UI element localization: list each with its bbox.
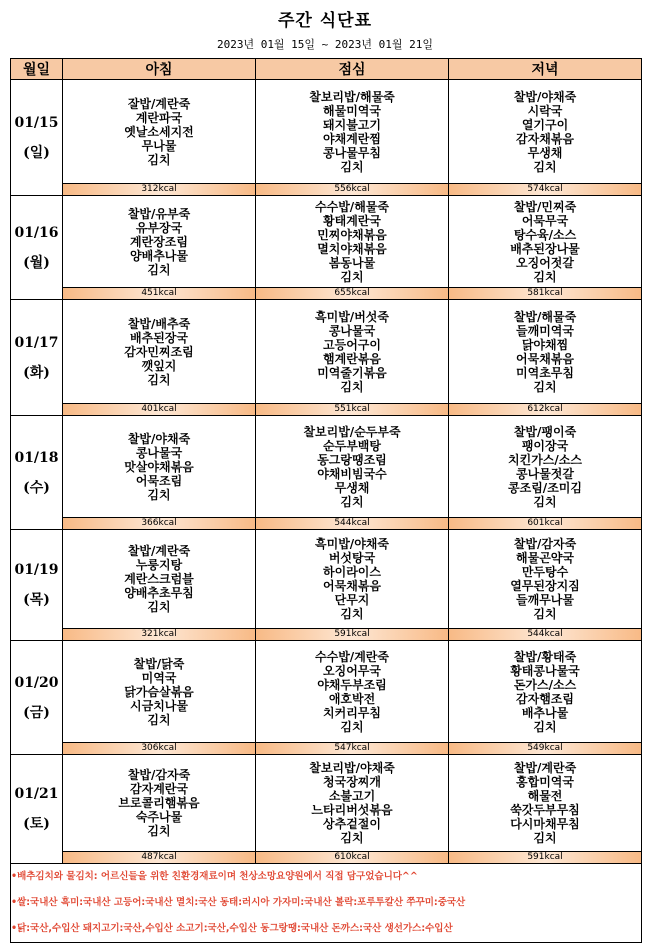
menu-item: 해물전 <box>527 789 563 803</box>
dinner-calories: 581kcal <box>449 287 641 299</box>
menu-item: 오징어젓갈 <box>516 255 574 270</box>
menu-item: 어묵채볶음 <box>323 579 381 593</box>
lunch-calories: 551kcal <box>256 403 448 415</box>
notes-row <box>11 864 642 943</box>
menu-item: 상추겉절이 <box>323 817 381 831</box>
lunch-calories: 591kcal <box>256 628 448 640</box>
lunch-calories: 610kcal <box>256 851 448 863</box>
menu-item: 감자햄조림 <box>516 691 574 706</box>
lunch-menu-list <box>256 300 448 403</box>
dinner-calories: 574kcal <box>449 183 641 195</box>
day-cell <box>11 300 63 416</box>
menu-item: 김치 <box>533 607 557 621</box>
menu-item: 찰보리밥/야채죽 <box>309 761 395 775</box>
dinner-calories: 591kcal <box>449 851 641 863</box>
dinner-cell <box>449 196 642 300</box>
dinner-cell <box>449 641 642 755</box>
header-dinner: 저녁 <box>449 59 642 80</box>
menu-item: 김치 <box>533 494 557 509</box>
breakfast-menu-list <box>63 641 255 742</box>
breakfast-menu-list <box>63 300 255 403</box>
menu-item: 양배추나물 <box>130 248 188 263</box>
menu-item: 찰보리밥/순두부죽 <box>303 424 401 439</box>
dinner-menu-list <box>449 80 641 183</box>
lunch-menu-list <box>256 80 448 183</box>
menu-item: 맛살야채볶음 <box>124 459 194 474</box>
day-of-week: (토) <box>23 816 50 832</box>
menu-item: 해물미역국 <box>323 103 381 118</box>
breakfast-calories: 487kcal <box>63 851 255 863</box>
lunch-cell <box>256 300 449 416</box>
dinner-menu-list <box>449 196 641 287</box>
menu-item: 황태계란국 <box>323 213 381 228</box>
dinner-menu-list <box>449 300 641 403</box>
menu-item: 수수밥/해물죽 <box>315 199 389 214</box>
header-date: 월일 <box>11 59 63 80</box>
menu-item: 찰밥/배추죽 <box>127 316 191 331</box>
menu-item: 동그랑땡조림 <box>317 452 387 467</box>
breakfast-cell <box>63 300 256 416</box>
date-range: 2023년 01월 15일 ~ 2023년 01월 21일 <box>216 38 434 51</box>
note-origin-meat: •닭:국산,수입산 돼지고기:국산,수입산 소고기:국산,수입산 동그랑땡:국내산 돈까스:국산 생선가스:수입산 <box>11 923 453 934</box>
day-of-week: (화) <box>23 364 50 381</box>
menu-item: 김치 <box>533 379 557 394</box>
menu-item: 찰밥/닭죽 <box>133 656 185 671</box>
menu-item: 콩나물젓갈 <box>516 466 574 481</box>
dinner-cell <box>449 755 642 864</box>
dinner-menu-list <box>449 641 641 742</box>
dinner-calories: 549kcal <box>449 742 641 754</box>
dinner-menu-list <box>449 755 641 851</box>
menu-item: 어묵무국 <box>521 213 569 228</box>
lunch-menu-list <box>256 196 448 287</box>
menu-item: 어묵조림 <box>135 473 183 488</box>
menu-item: 애호박전 <box>328 691 376 706</box>
breakfast-calories: 321kcal <box>63 628 255 640</box>
menu-item: 야채비빔국수 <box>317 466 387 481</box>
menu-item: 찰밥/야채죽 <box>127 431 191 446</box>
menu-item: 소불고기 <box>328 789 376 803</box>
menu-item: 유부장국 <box>135 220 183 235</box>
menu-item: 김치 <box>147 372 171 387</box>
lunch-cell <box>256 80 449 196</box>
breakfast-cell <box>63 196 256 300</box>
day-date: 01/17 <box>14 334 59 351</box>
menu-item: 들깨미역국 <box>516 323 574 338</box>
day-of-week: (목) <box>23 592 50 608</box>
menu-item: 찰밥/계란죽 <box>513 761 577 775</box>
lunch-calories: 556kcal <box>256 183 448 195</box>
menu-item: 계란파국 <box>135 110 183 125</box>
day-row <box>11 300 642 416</box>
menu-item: 김치 <box>340 719 364 734</box>
notes-cell <box>11 864 642 943</box>
menu-item: 열기구이 <box>521 117 569 132</box>
menu-item: 김치 <box>147 824 171 838</box>
day-cell <box>11 755 63 864</box>
lunch-menu-list <box>256 416 448 517</box>
menu-item: 오징어무국 <box>323 663 381 678</box>
dinner-cell <box>449 530 642 641</box>
menu-item: 봄동나물 <box>328 255 376 270</box>
breakfast-calories: 451kcal <box>63 287 255 299</box>
menu-table <box>10 58 642 943</box>
breakfast-menu-list <box>63 755 255 851</box>
menu-item: 쑥갓두부무침 <box>510 803 580 817</box>
menu-item: 흑미밥/야채죽 <box>315 537 389 551</box>
menu-item: 황태콩나물국 <box>510 663 580 678</box>
menu-item: 김치 <box>147 487 171 502</box>
dinner-calories: 612kcal <box>449 403 641 415</box>
menu-item: 계란스크럼블 <box>124 572 194 586</box>
menu-item: 옛날소세지전 <box>124 124 194 139</box>
menu-item: 하이라이스 <box>323 565 381 579</box>
menu-item: 햄계란볶음 <box>323 351 381 366</box>
breakfast-calories: 312kcal <box>63 183 255 195</box>
day-row <box>11 755 642 864</box>
menu-item: 숙주나물 <box>135 810 183 824</box>
lunch-calories: 547kcal <box>256 742 448 754</box>
lunch-menu-list <box>256 641 448 742</box>
menu-item: 콩나물국 <box>328 323 376 338</box>
menu-item: 감자계란국 <box>130 782 188 796</box>
menu-item: 흑미밥/버섯죽 <box>315 309 389 324</box>
menu-item: 야채계란찜 <box>323 131 381 146</box>
menu-item: 무나물 <box>141 138 177 153</box>
lunch-menu-list <box>256 755 448 851</box>
breakfast-cell <box>63 80 256 196</box>
day-date: 01/15 <box>14 114 59 131</box>
dinner-calories: 601kcal <box>449 517 641 529</box>
dinner-cell <box>449 300 642 416</box>
menu-item: 민찌야채볶음 <box>317 227 387 242</box>
menu-item: 시금치나물 <box>130 698 188 713</box>
lunch-cell <box>256 755 449 864</box>
menu-item: 김치 <box>147 712 171 727</box>
menu-item: 잘밥/계란죽 <box>127 96 191 111</box>
menu-item: 다시마채무침 <box>510 817 580 831</box>
menu-item: 들깨무나물 <box>516 593 574 607</box>
menu-item: 수수밥/계란죽 <box>315 649 389 664</box>
menu-body <box>11 80 642 864</box>
menu-item: 찰밥/유부죽 <box>127 206 191 221</box>
menu-item: 콩나물무침 <box>323 145 381 160</box>
menu-item: 김치 <box>147 152 171 167</box>
breakfast-menu-list <box>63 80 255 183</box>
day-date: 01/20 <box>14 674 59 691</box>
lunch-menu-list <box>256 530 448 628</box>
dinner-menu-list <box>449 416 641 517</box>
day-cell <box>11 196 63 300</box>
day-row <box>11 641 642 755</box>
menu-item: 찰밥/민찌죽 <box>513 199 577 214</box>
lunch-calories: 544kcal <box>256 517 448 529</box>
menu-item: 김치 <box>340 831 364 845</box>
menu-item: 느타리버섯볶음 <box>311 803 393 817</box>
menu-item: 닭야채찜 <box>521 337 569 352</box>
day-of-week: (일) <box>23 144 50 161</box>
day-row <box>11 416 642 530</box>
menu-item: 찰밥/팽이죽 <box>513 424 577 439</box>
day-of-week: (금) <box>23 704 50 721</box>
breakfast-cell <box>63 530 256 641</box>
day-cell <box>11 530 63 641</box>
day-cell <box>11 80 63 196</box>
day-date: 01/16 <box>14 224 59 241</box>
menu-item: 만두탕수 <box>521 565 569 579</box>
dinner-calories: 544kcal <box>449 628 641 640</box>
menu-item: 무생채 <box>527 145 563 160</box>
menu-item: 김치 <box>340 494 364 509</box>
menu-item: 김치 <box>340 607 364 621</box>
menu-item: 팽이장국 <box>521 438 569 453</box>
menu-item: 김치 <box>340 159 364 174</box>
menu-item: 열무된장지짐 <box>510 579 580 593</box>
menu-item: 감자채볶음 <box>516 131 574 146</box>
menu-item: 브로콜리햄볶음 <box>118 796 200 810</box>
menu-item: 김치 <box>340 269 364 284</box>
day-row <box>11 530 642 641</box>
day-cell <box>11 416 63 530</box>
breakfast-cell <box>63 416 256 530</box>
menu-item: 계란장조림 <box>130 234 188 249</box>
menu-item: 치킨가스/소스 <box>508 452 582 467</box>
menu-item: 콩조림/조미김 <box>508 480 582 495</box>
menu-item: 배추된장나물 <box>510 241 580 256</box>
menu-item: 김치 <box>533 159 557 174</box>
menu-item: 찰밥/야채죽 <box>513 89 577 104</box>
menu-item: 김치 <box>533 831 557 845</box>
menu-item: 어묵채볶음 <box>516 351 574 366</box>
menu-item: 치커리무침 <box>323 705 381 720</box>
menu-item: 돈가스/소스 <box>513 677 577 692</box>
menu-item: 배추된장국 <box>130 330 188 345</box>
menu-item: 홍합미역국 <box>516 775 574 789</box>
breakfast-menu-list <box>63 530 255 628</box>
menu-item: 탕수육/소스 <box>513 227 577 242</box>
menu-item: 해물곤약국 <box>516 551 574 565</box>
menu-item: 김치 <box>533 719 557 734</box>
day-date: 01/19 <box>14 562 59 578</box>
menu-item: 야채두부조림 <box>317 677 387 692</box>
breakfast-cell <box>63 641 256 755</box>
menu-item: 단무지 <box>334 593 370 607</box>
menu-item: 고등어구이 <box>323 337 381 352</box>
menu-item: 김치 <box>533 269 557 284</box>
menu-item: 순두부백탕 <box>323 438 381 453</box>
lunch-calories: 655kcal <box>256 287 448 299</box>
day-row <box>11 196 642 300</box>
breakfast-menu-list <box>63 196 255 287</box>
header-row <box>11 59 642 80</box>
page-title: 주간 식단표 <box>277 11 373 31</box>
lunch-cell <box>256 641 449 755</box>
menu-item: 버섯탕국 <box>328 551 376 565</box>
menu-item: 무생채 <box>334 480 370 495</box>
header-breakfast: 아침 <box>63 59 256 80</box>
day-date: 01/18 <box>14 449 59 466</box>
menu-item: 돼지불고기 <box>323 117 381 132</box>
breakfast-calories: 306kcal <box>63 742 255 754</box>
day-date: 01/21 <box>14 786 59 802</box>
menu-item: 감자민찌조림 <box>124 344 194 359</box>
lunch-cell <box>256 530 449 641</box>
menu-item: 닭가슴살볶음 <box>124 684 194 699</box>
menu-item: 깻잎지 <box>141 358 177 373</box>
lunch-cell <box>256 196 449 300</box>
header-lunch: 점심 <box>256 59 449 80</box>
day-of-week: (수) <box>23 479 50 496</box>
lunch-cell <box>256 416 449 530</box>
menu-item: 찰밥/감자죽 <box>513 537 577 551</box>
dinner-cell <box>449 416 642 530</box>
dinner-cell <box>449 80 642 196</box>
menu-item: 미역국 <box>141 670 177 685</box>
menu-item: 누룽지탕 <box>135 558 183 572</box>
breakfast-calories: 401kcal <box>63 403 255 415</box>
dinner-menu-list <box>449 530 641 628</box>
menu-item: 찰밥/해물죽 <box>513 309 577 324</box>
day-of-week: (월) <box>23 254 50 271</box>
menu-item: 김치 <box>147 262 171 277</box>
menu-item: 청국장찌개 <box>323 775 381 789</box>
menu-item: 콩나물국 <box>135 445 183 460</box>
menu-item: 찰밥/감자죽 <box>127 768 191 782</box>
menu-item: 김치 <box>340 379 364 394</box>
day-cell <box>11 641 63 755</box>
menu-item: 찰밥/황태죽 <box>513 649 577 664</box>
breakfast-calories: 366kcal <box>63 517 255 529</box>
menu-item: 시락국 <box>527 103 563 118</box>
note-origin-fish: •쌀:국내산 흑미:국내산 고등어:국내산 멸치:국산 동태:러시아 가자미:국내산 볼락:포루투칼산 쭈꾸미:중국산 <box>11 897 466 908</box>
menu-item: 찰보리밥/해물죽 <box>309 89 395 104</box>
breakfast-menu-list <box>63 416 255 517</box>
menu-item: 배추나물 <box>521 705 569 720</box>
menu-item: 찰밥/계란죽 <box>127 544 191 558</box>
menu-item: 미역초무침 <box>516 365 574 380</box>
menu-item: 멸치야채볶음 <box>317 241 387 256</box>
breakfast-cell <box>63 755 256 864</box>
note-kimchi: •배추김치와 물김치: 어르신들을 위한 친환경재료이며 천상소망요양원에서 직접 담구었습니다^^ <box>11 871 418 882</box>
menu-item: 양배추초무침 <box>124 586 194 600</box>
menu-item: 미역줄기볶음 <box>317 365 387 380</box>
menu-item: 김치 <box>147 600 171 614</box>
day-row <box>11 80 642 196</box>
